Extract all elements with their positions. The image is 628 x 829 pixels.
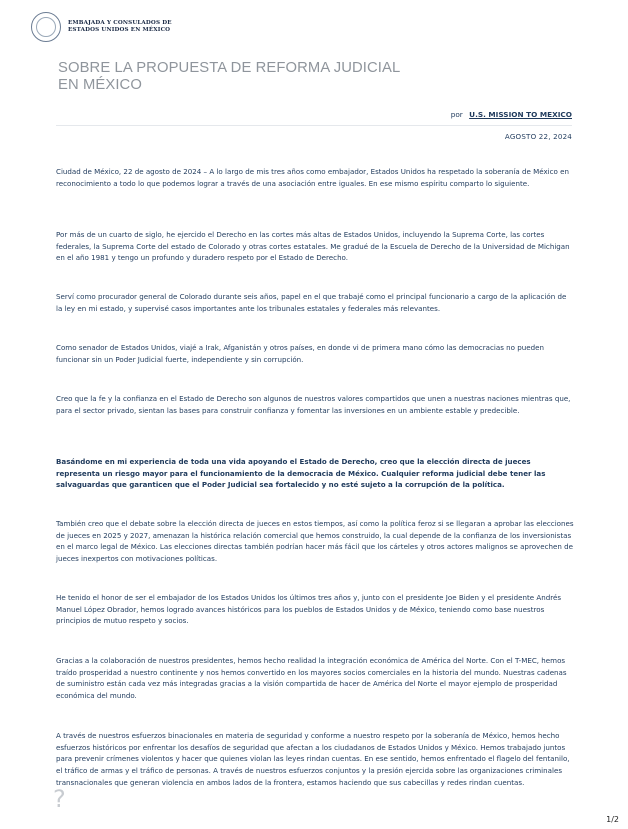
paragraph: Gracias a la colaboración de nuestros presidentes, hemos hecho realidad la integración económica de América del Norte. Con el T-MEC, hemos traído prosperidad a nuestro continente y nos hemos convertido en los mayores socios comerciales en la historia del mundo. Nuestras cadenas de suministro están cada vez más integradas gracias a la visión compartida de hacer de América del Norte el mayor ejemplo de prosperidad económica del mundo. bbox=[56, 656, 567, 701]
author-link[interactable]: U.S. MISSION TO MEXICO bbox=[469, 110, 572, 119]
question-mark-icon[interactable]: ? bbox=[53, 785, 66, 813]
embassy-seal-icon[interactable] bbox=[31, 12, 61, 42]
paragraph: Creo que la fe y la confianza en el Estado de Derecho son algunos de nuestros valores compartidos que unen a nuestras naciones mientras que, para el sector privado, sientan las bases para construir confianza y fomentar las inversiones en un ambiente estable y predecible. bbox=[56, 394, 571, 415]
divider bbox=[56, 125, 572, 126]
title-line-2: EN MÉXICO bbox=[58, 77, 142, 93]
site-brand[interactable] bbox=[68, 20, 172, 35]
site-header bbox=[31, 12, 172, 42]
paragraph-emphasis: Basándome en mi experiencia de toda una vida apoyando el Estado de Derecho, creo que la elección directa de jueces representa un riesgo mayor para el funcionamiento de la democracia de México. Cualquier reforma judicial debe tener las salvaguardas que garanticen que el Poder Judicial sea fortalecido y no esté sujeto a la corrupción de la política. bbox=[56, 457, 546, 490]
paragraph: Ciudad de México, 22 de agosto de 2024 – A lo largo de mis tres años como embajador, Estados Unidos ha respetado la soberanía de México en reconocimiento a todo lo que podemos lograr a través de una asociación entre iguales. En ese mismo espíritu comparto lo siguiente. bbox=[56, 167, 569, 188]
paragraph: He tenido el honor de ser el embajador de los Estados Unidos los últimos tres años y, junto con el presidente Joe Biden y el presidente Andrés Manuel López Obrador, hemos logrado avances históricos para los pueblos de Estados Unidos y de México, teniendo como base nuestros principios de mutuo respeto y socios. bbox=[56, 593, 562, 626]
brand-line-1: EMBAJADA Y CONSULADOS DE bbox=[68, 19, 172, 26]
paragraph: También creo que el debate sobre la elección directa de jueces en estos tiempos, así como la política feroz si se llegaran a aprobar las elecciones de jueces en 2025 y 2027, amenazan la histórica relación comercial que hemos construido, la cual depende de la confianza de los inversionistas en el marco legal de México. Las elecciones directas también podrían hacer más fácil que los cárteles y otros actores malignos se aprovechen de jueces inexpertos con motivaciones políticas. bbox=[56, 519, 574, 564]
byline-prefix: por bbox=[450, 110, 463, 119]
publish-date: AGOSTO 22, 2024 bbox=[504, 132, 572, 141]
byline bbox=[451, 110, 572, 119]
page-title bbox=[58, 60, 458, 94]
paragraph: Como senador de Estados Unidos, viajé a Irak, Afganistán y otros países, en donde vi de primera mano cómo las democracias no pueden funcionar sin un Poder Judicial fuerte, independiente y sin corrupción. bbox=[56, 343, 544, 364]
paragraph: Por más de un cuarto de siglo, he ejercido el Derecho en las cortes más altas de Estados Unidos, incluyendo la Suprema Corte, las cortes federales, la Suprema Corte del estado de Colorado y otras cortes estatales. Me gradué de la Escuela de Derecho de la Universidad de Michigan en el año 1981 y tengo un profundo y duradero respeto por el Estado de Derecho. bbox=[56, 230, 570, 263]
title-line-1: SOBRE LA PROPUESTA DE REFORMA JUDICIAL bbox=[58, 60, 401, 76]
brand-line-2: ESTADOS UNIDOS EN MÉXICO bbox=[68, 27, 171, 33]
page-indicator: 1/2 bbox=[606, 815, 619, 824]
paragraph: Serví como procurador general de Colorado durante seis años, papel en el que trabajé como el principal funcionario a cargo de la aplicación de la ley en mi estado, y supervisé casos importantes ante los tribunales estatales y federales más relevantes. bbox=[56, 292, 567, 313]
paragraph: A través de nuestros esfuerzos binacionales en materia de seguridad y conforme a nuestro respeto por la soberanía de México, hemos hecho esfuerzos históricos por enfrentar los desafíos de seguridad que afectan a los ciudadanos de Estados Unidos y México. Hemos trabajado juntos para prevenir crímenes violentos y hacer que quienes violan las leyes rindan cuentas. En ese sentido, hemos enfrentado el flagelo del fentanilo, el tráfico de armas y el tráfico de personas. A través de nuestros esfuerzos conjuntos y la presión ejercida sobre las organizaciones criminales transnacionales que generan violencia en ambos lados de la frontera, estamos haciendo que sus cabecillas y redes rindan cuentas. bbox=[56, 731, 570, 787]
